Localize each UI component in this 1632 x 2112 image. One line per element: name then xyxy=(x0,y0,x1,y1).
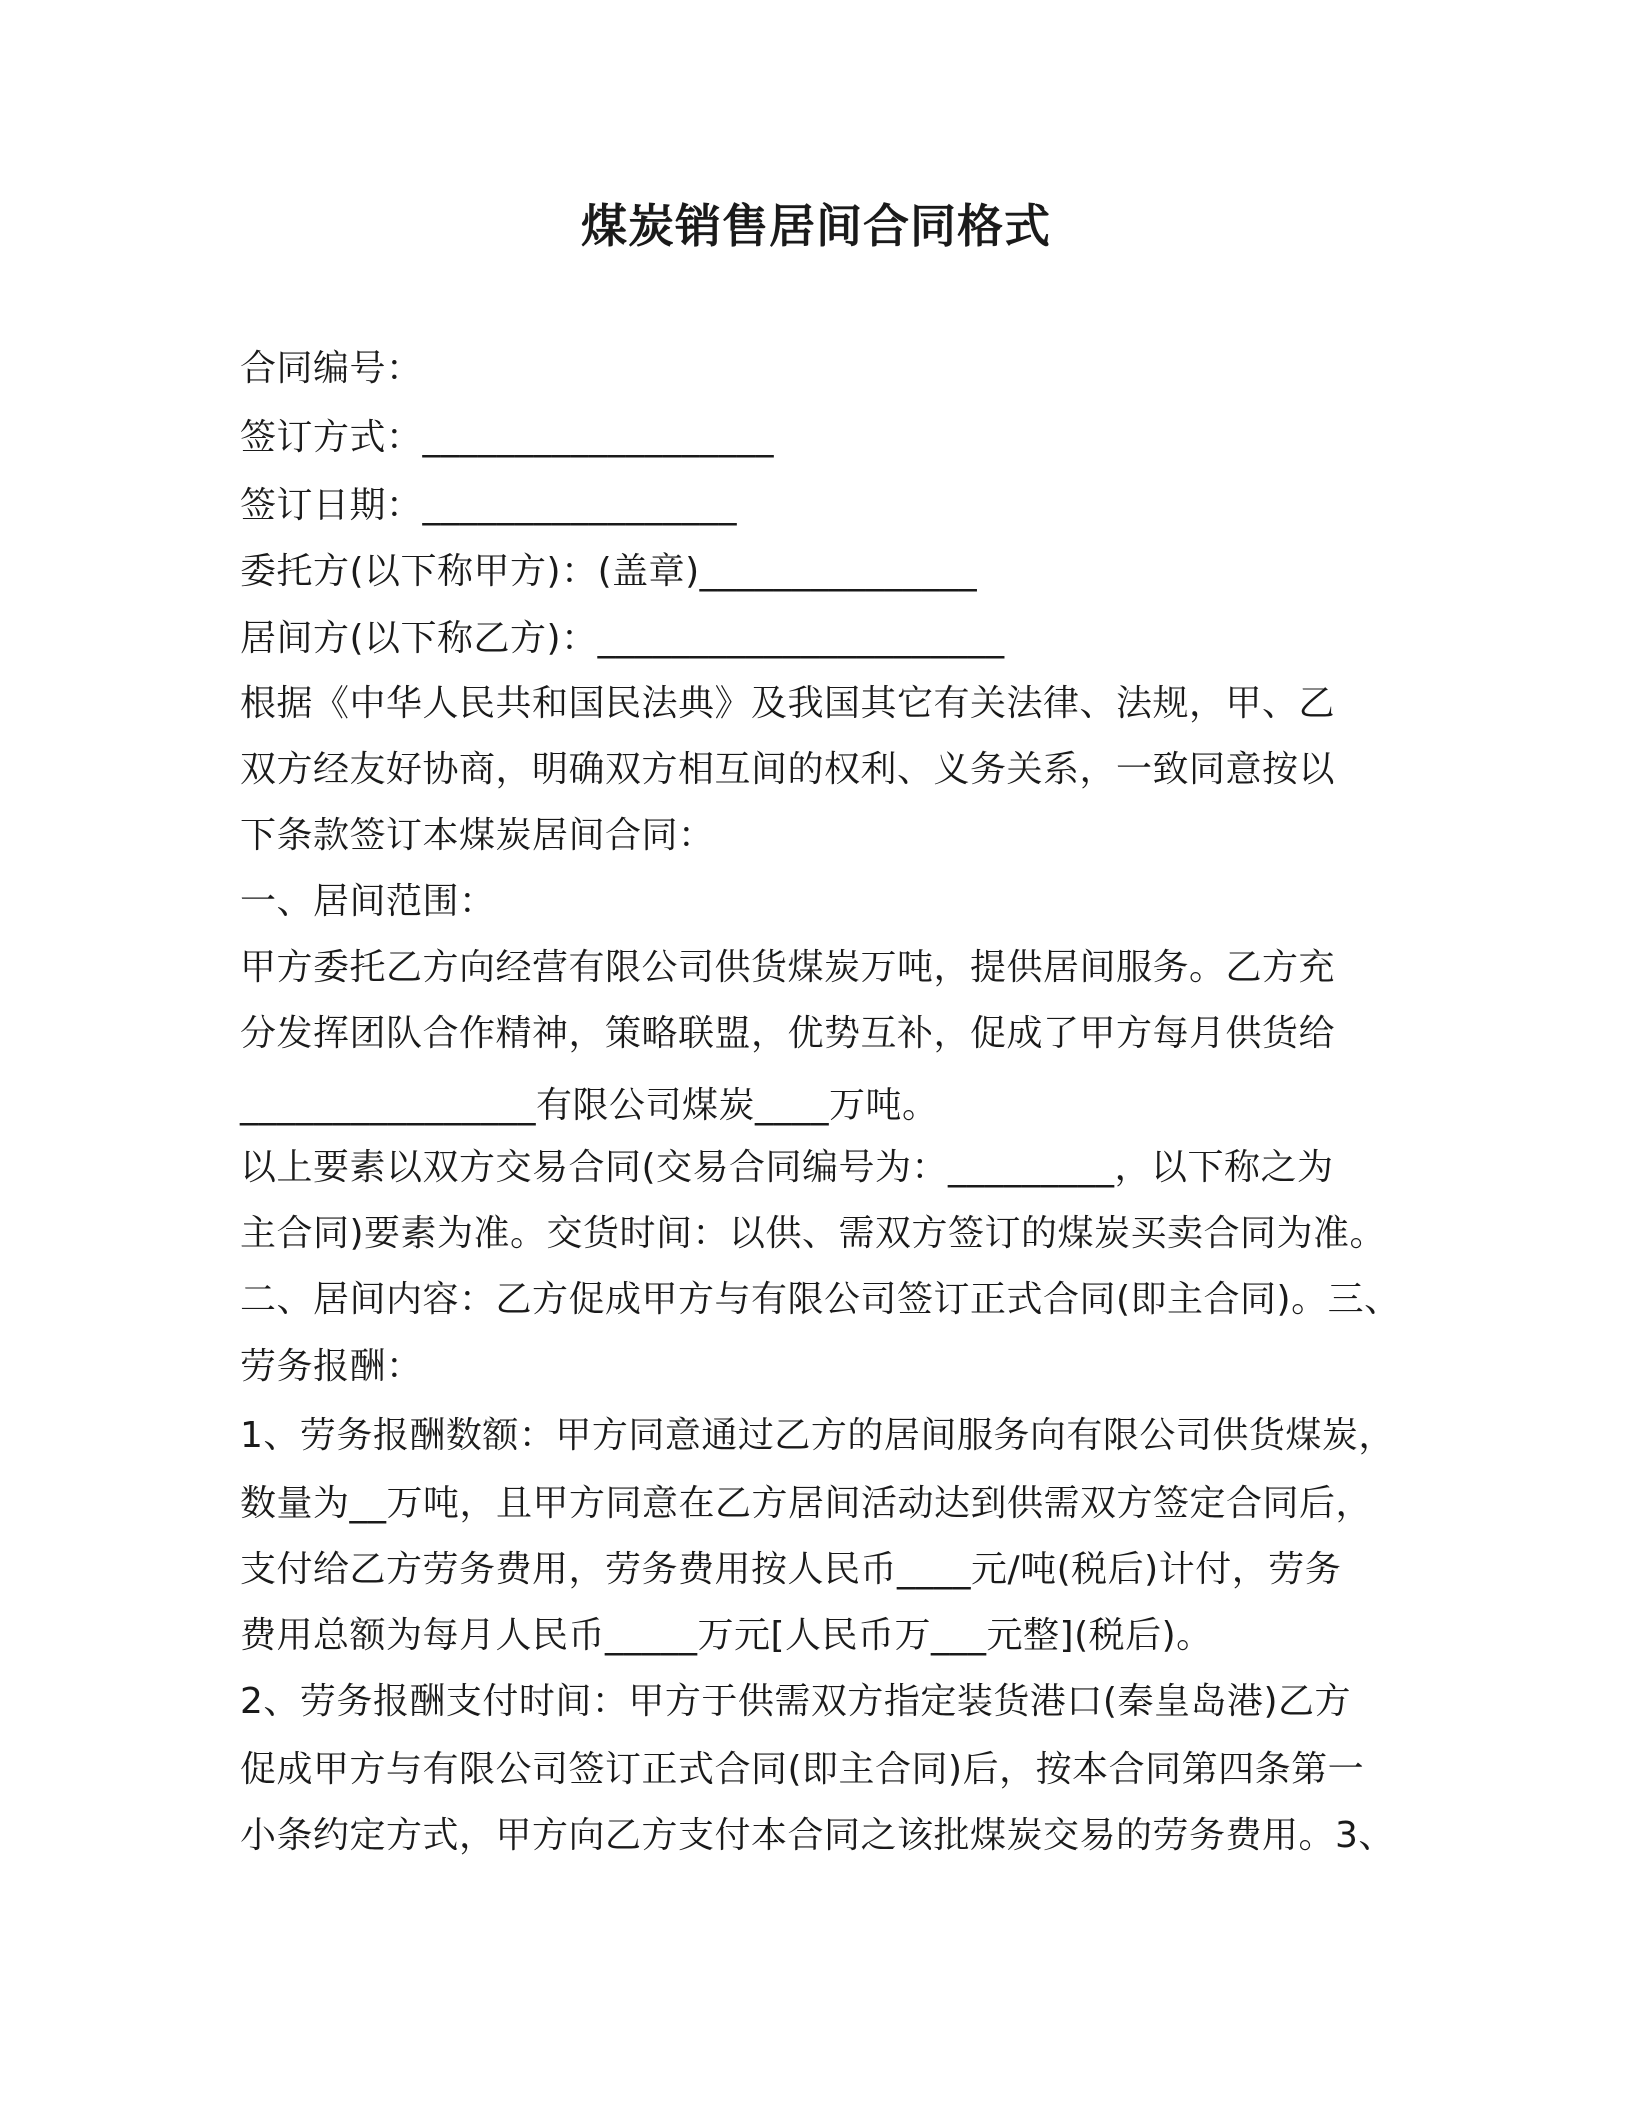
body-line: 甲方委托乙方向经营有限公司供货煤炭万吨，提供居间服务。乙方充 xyxy=(240,947,1336,988)
body-line: 以上要素以双方交易合同(交易合同编号为：_________，以下称之为 xyxy=(240,1147,1334,1188)
body-line: 小条约定方式，甲方向乙方支付本合同之该批煤炭交易的劳务费用。3、 xyxy=(240,1815,1395,1856)
body-line: 二、居间内容：乙方促成甲方与有限公司签订正式合同(即主合同)。三、 xyxy=(240,1279,1401,1320)
body-line: 分发挥团队合作精神，策略联盟，优势互补，促成了甲方每月供货给 xyxy=(240,1013,1336,1054)
document-title: 煤炭销售居间合同格式 xyxy=(581,199,1051,253)
section-heading: 一、居间范围： xyxy=(240,881,496,922)
contract-number-line: 合同编号： xyxy=(240,348,423,389)
body-line: 劳务报酬： xyxy=(240,1346,423,1387)
body-line: 支付给乙方劳务费用，劳务费用按人民币____元/吨(税后)计付，劳务 xyxy=(240,1549,1342,1590)
body-line: ________________有限公司煤炭____万吨。 xyxy=(240,1085,939,1126)
body-line: 主合同)要素为准。交货时间：以供、需双方签订的煤炭买卖合同为准。 xyxy=(240,1213,1387,1254)
body-line: 下条款签订本煤炭居间合同： xyxy=(240,815,715,856)
body-line: 2、劳务报酬支付时间：甲方于供需双方指定装货港口(秦皇岛港)乙方 xyxy=(240,1681,1351,1722)
body-line: 费用总额为每月人民币_____万元[人民币万___元整](税后)。 xyxy=(240,1615,1213,1656)
body-line: 数量为__万吨，且甲方同意在乙方居间活动达到供需双方签定合同后， xyxy=(240,1483,1373,1524)
body-line: 促成甲方与有限公司签订正式合同(即主合同)后，按本合同第四条第一 xyxy=(240,1749,1365,1790)
body-line: 1、劳务报酬数额：甲方同意通过乙方的居间服务向有限公司供货煤炭， xyxy=(240,1415,1395,1456)
body-line: 根据《中华人民共和国民法典》及我国其它有关法律、法规，甲、乙 xyxy=(240,683,1336,724)
signing-date-line: 签订日期：_________________ xyxy=(240,485,738,526)
body-line: 双方经友好协商，明确双方相互间的权利、义务关系，一致同意按以 xyxy=(240,749,1336,790)
party-b-line: 居间方(以下称乙方)：______________________ xyxy=(240,618,1005,659)
signing-method-line: 签订方式：___________________ xyxy=(240,417,775,458)
party-a-line: 委托方(以下称甲方)：(盖章)_______________ xyxy=(240,551,978,592)
